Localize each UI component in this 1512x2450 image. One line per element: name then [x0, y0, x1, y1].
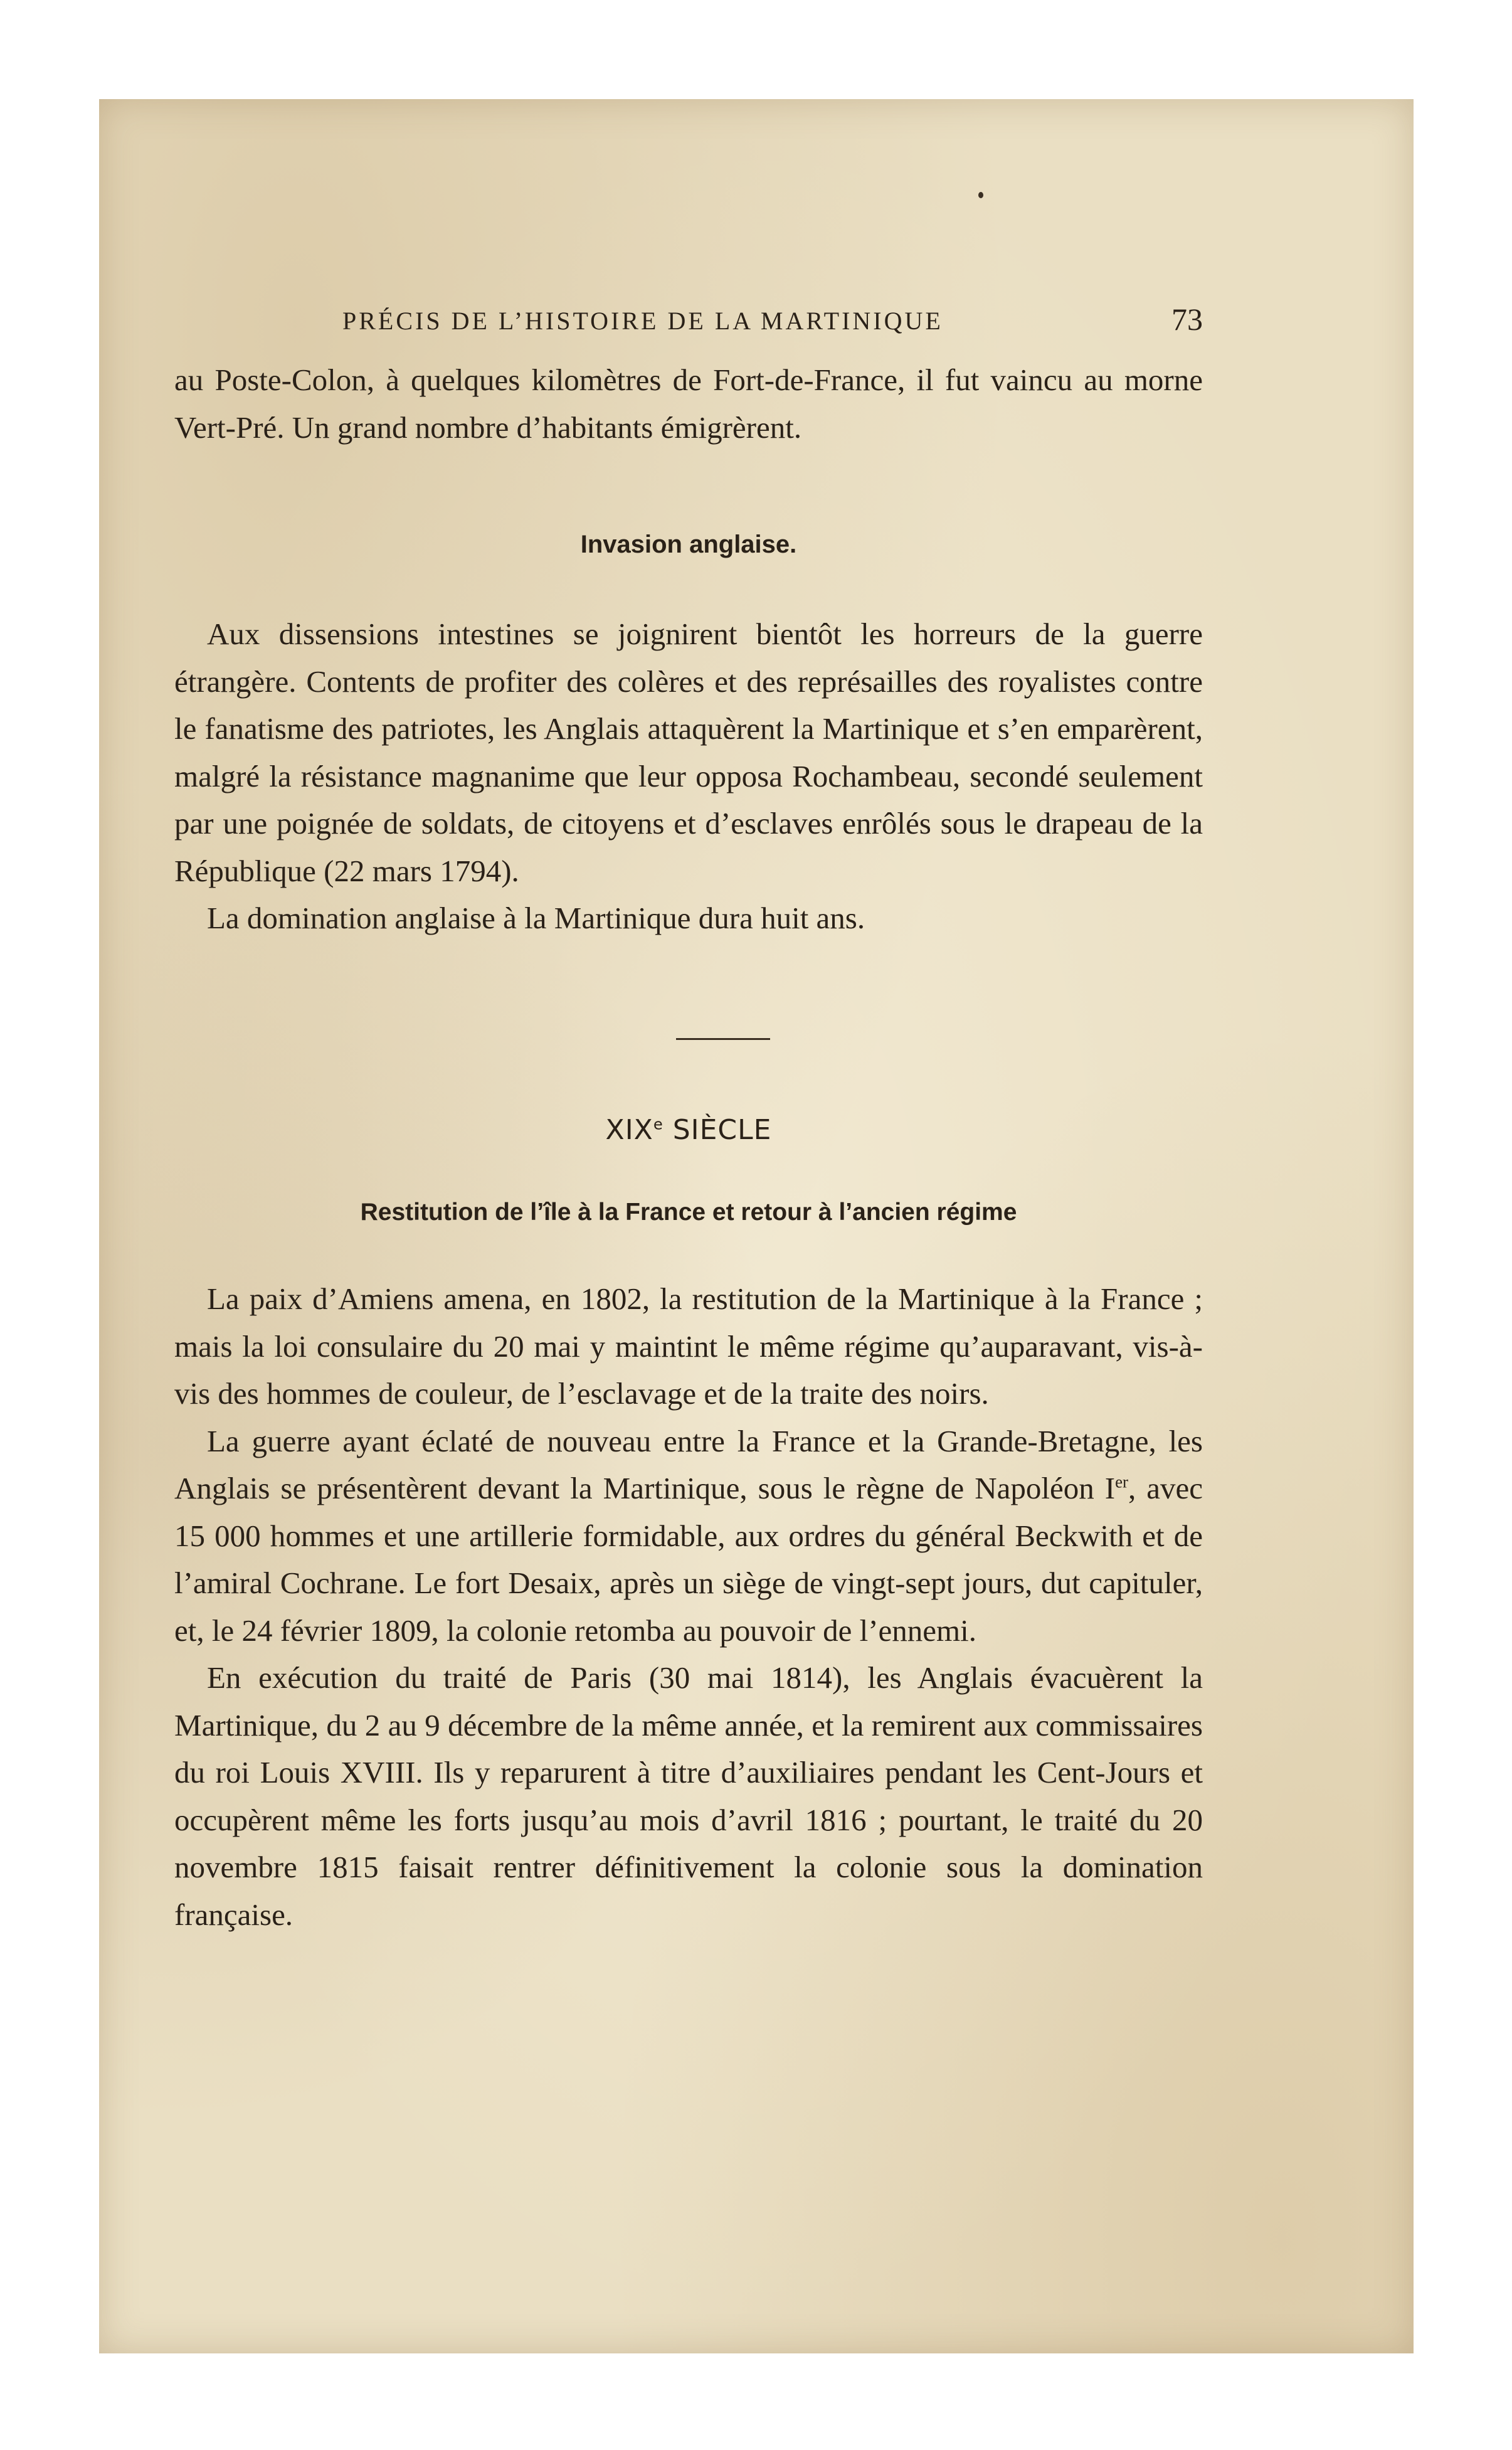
- page-number: 73: [1171, 302, 1203, 337]
- text-run: , avec 15 000 hommes et une artillerie formidable, aux ordres du général Beckwith et de l’amiral Cochrane. Le fort Desaix, après un siège de vingt-sept jours, dut capituler, et, le 24 février 1809, la colonie retomba au pouvoir de l’ennemi.: [174, 1471, 1203, 1648]
- paragraph: La domination anglaise à la Martinique dura huit ans.: [207, 901, 865, 935]
- ink-speck: [978, 192, 983, 198]
- text-run: La guerre ayant éclaté de nouveau entre la France et la Grande-Bretagne, les Anglais se présentèrent devant la Martinique, sous le règne de Napoléon I: [174, 1423, 1203, 1505]
- superscript: er: [1115, 1472, 1128, 1492]
- running-header: [342, 301, 1203, 339]
- paragraph: La paix d’Amiens amena, en 1802, la restitution de la Martinique à la France ; mais la loi consulaire du 20 mai y maintint le même régime qu’auparavant, vis-à-vis des hommes de couleur, de l’esclavage et de la traite des noirs.: [174, 1281, 1203, 1411]
- section-restitution-body: [174, 1275, 1203, 1938]
- continuation-paragraph: [174, 356, 1203, 451]
- section-heading-restitution: Restitution de l’île à la France et retour à l’ancien régime: [360, 1199, 1017, 1226]
- scanned-page: [99, 99, 1414, 2353]
- paragraph: [174, 1418, 1203, 1655]
- paragraph: Aux dissensions intestines se joignirent bientôt les horreurs de la guerre étrangère. Contents de profiter des colères et des représailles des royalistes contre le fanatisme des patriotes, les Anglais attaquèrent la Martinique et s’en emparèrent, malgré la résistance magnanime que leur opposa Rochambeau, secondé seulement par une poignée de soldats, de citoyens et d’esclaves enrôlés sous le drapeau de la République (22 mars 1794).: [174, 617, 1203, 888]
- running-title: PRÉCIS DE L’HISTOIRE DE LA MARTINIQUE: [342, 307, 943, 335]
- century-superscript: e: [653, 1115, 663, 1133]
- section-invasion-body: [174, 610, 1203, 942]
- paragraph: En exécution du traité de Paris (30 mai 1814), les Anglais évacuèrent la Martinique, du 2 au 9 décembre de la même année, et la remirent aux commissaires du roi Louis XVIII. Ils y reparurent à titre d’auxiliaires pendant les Cent-Jours et occupèrent même les forts jusqu’au mois d’avril 1816 ; pourtant, le traité du 20 novembre 1815 faisait rentrer définitivement la colonie sous la domination française.: [174, 1660, 1203, 1932]
- century-heading: [174, 1114, 1203, 1146]
- section-divider: [676, 1038, 770, 1040]
- century-word: SIÈCLE: [663, 1114, 772, 1146]
- section-heading-invasion: Invasion anglaise.: [580, 531, 797, 558]
- paragraph: au Poste-Colon, à quelques kilomètres de Fort-de-France, il fut vaincu au morne Vert-Pré. Un grand nombre d’habitants émigrèrent.: [174, 363, 1203, 445]
- century-numeral: XIX: [605, 1114, 653, 1146]
